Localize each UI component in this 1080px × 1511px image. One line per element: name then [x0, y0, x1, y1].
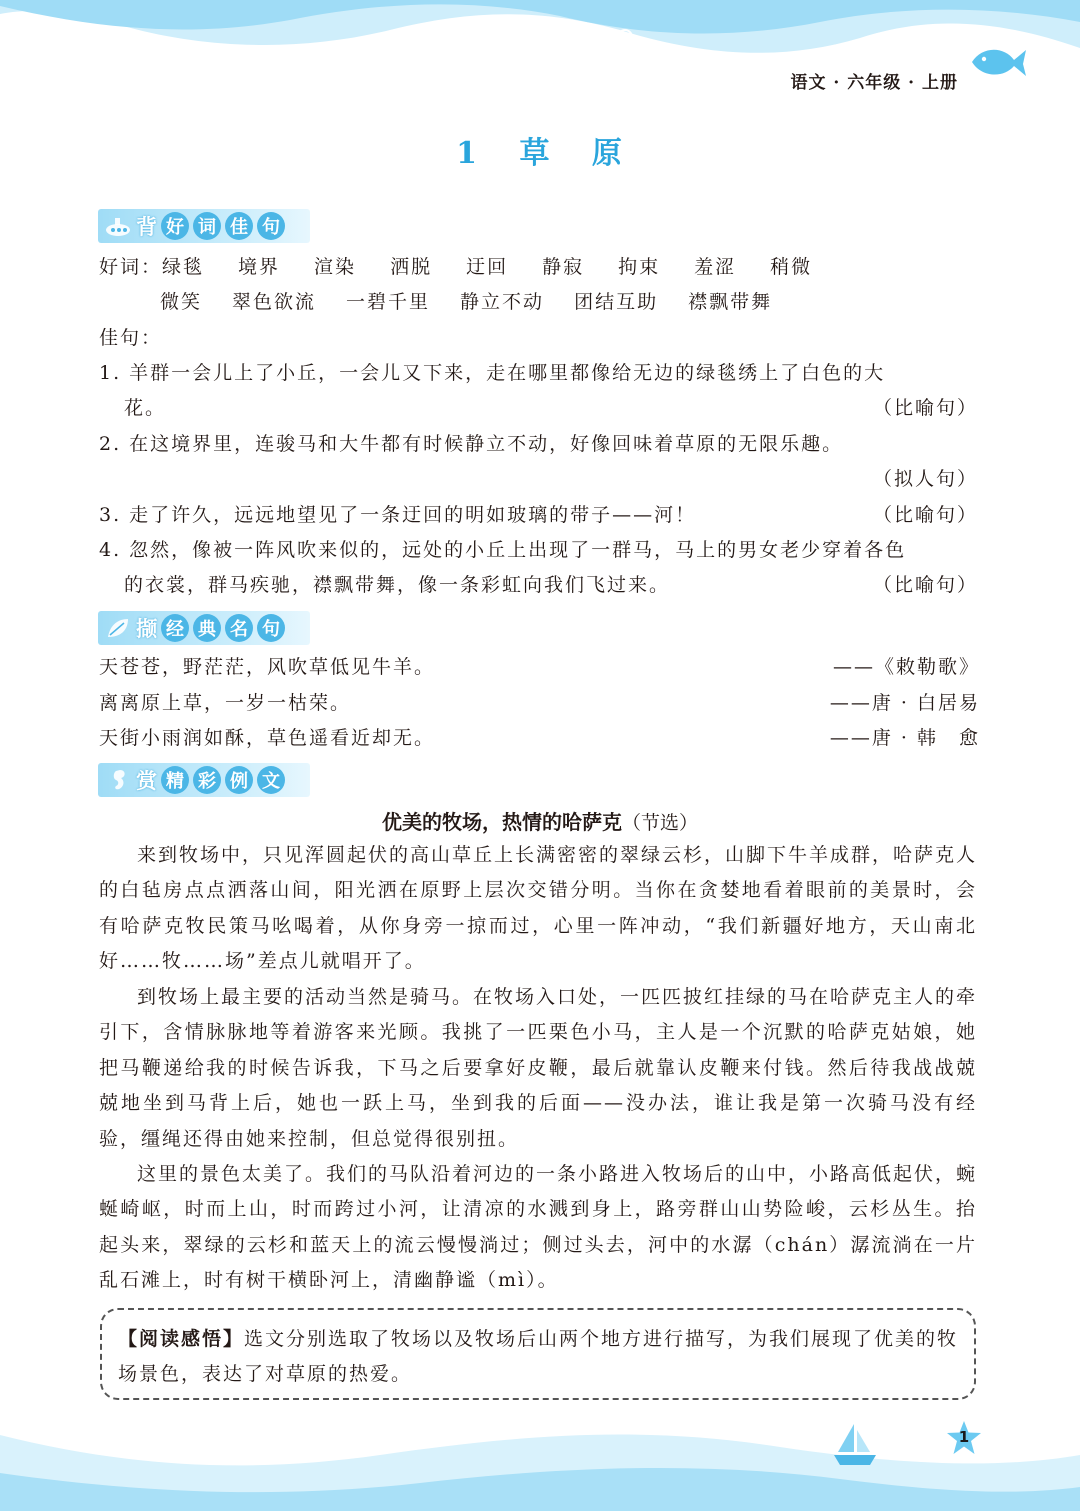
word: 微笑: [160, 291, 203, 313]
word: 静寂: [542, 256, 585, 278]
word: 绿毯: [162, 256, 205, 278]
reflection-label: 【阅读感悟】: [118, 1328, 245, 1350]
section-banner-essay: [98, 763, 310, 797]
quote-source: ——唐 · 白居易: [829, 692, 980, 714]
section-char: 句: [257, 614, 285, 642]
good-sentences-label: 佳句：: [99, 327, 163, 349]
article-paragraph-3: 这里的景色太美了。我们的马队沿着河边的一条小路进入牧场后的山中，小路高低起伏，蜿蜒崎岖，时而上山，时而跨过小河，让清凉的水溅到身上，路旁群山山势险峻，云杉丛生。抬起头来，翠绿的云杉和蓝天上的流云慢慢淌过；侧过头去，河中的水潺（chán）潺流淌在一片乱石滩上，时有树干横卧河上，清幽静谧（mì）。: [99, 1163, 978, 1292]
page-number: 1: [958, 1428, 970, 1446]
sentence-2-type: （拟人句）: [872, 468, 978, 490]
sentence-4-type: （比喻句）: [872, 574, 978, 596]
reflection-text: 选文分别选取了牧场以及牧场后山两个地方进行描写，为我们展现了优美的牧场景色，表达了对草原的热爱。: [118, 1328, 959, 1385]
section-char: 精: [161, 766, 189, 794]
article-paragraph-1: 来到牧场中，只见浑圆起伏的高山草丘上长满密密的翠绿云杉，山脚下牛羊成群，哈萨克人的白毡房点点洒落山间，阳光洒在原野上层次交错分明。当你在贪婪地看着眼前的美景时，会有哈萨克牧民策马吆喝着，从你身旁一掠而过，心里一阵冲动，“我们新疆好地方，天山南北好……牧……场”差点儿就唱开了。: [99, 844, 978, 973]
seahorse-icon: [104, 767, 132, 793]
word: 翠色欲流: [232, 291, 317, 313]
sailboat-icon: [830, 1420, 880, 1470]
section-char: 句: [257, 212, 285, 240]
word: 境界: [238, 256, 281, 278]
sentence-1-type: （比喻句）: [872, 397, 978, 419]
quote-source: ——唐 · 韩 愈: [829, 727, 980, 749]
word: 团结互助: [574, 291, 659, 313]
sentence-1-line-2: 花。: [124, 397, 167, 419]
section-char: 词: [193, 212, 221, 240]
quote-text: 离离原上草，一岁一枯荣。: [99, 692, 352, 714]
section-char: 例: [225, 766, 253, 794]
word: 一碧千里: [346, 291, 431, 313]
word: 迂回: [466, 256, 509, 278]
section-char: 经: [161, 614, 189, 642]
good-words-row-1: [99, 250, 812, 285]
fish-icon: [968, 42, 1028, 82]
section-lead-char: 背: [136, 214, 157, 239]
article-title-note: （节选）: [621, 812, 698, 834]
lesson-title: [0, 128, 1080, 172]
section-char: 文: [257, 766, 285, 794]
sentence-1-line-1: 1. 羊群一会儿上了小丘，一会儿又下来，走在哪里都像给无边的绿毯绣上了白色的大: [99, 362, 886, 384]
section-char: 佳: [225, 212, 253, 240]
section-banner-words: [98, 209, 310, 243]
sentence-3-line-1: 3. 走了许久，远远地望见了一条迂回的明如玻璃的带子——河！: [99, 504, 697, 526]
bottom-wave-decoration: [0, 1395, 1080, 1511]
word: 静立不动: [460, 291, 545, 313]
reflection-content: [118, 1322, 963, 1392]
good-words-row-2: [160, 285, 772, 320]
sentence-4-line-1: 4. 忽然，像被一阵风吹来似的，远处的小丘上出现了一群马，马上的男女老少穿着各色: [99, 539, 907, 561]
word: 渲染: [314, 256, 357, 278]
leaf-icon: [104, 615, 132, 641]
section-char: 名: [225, 614, 253, 642]
good-words-label: 好词：: [99, 256, 163, 278]
article-paragraph-2: 到牧场上最主要的活动当然是骑马。在牧场入口处，一匹匹披红挂绿的马在哈萨克主人的牵引下，含情脉脉地等着游客来光顾。我挑了一匹栗色小马，主人是一个沉默的哈萨克姑娘，她把马鞭递给我的时候告诉我，下马之后要拿好皮鞭，最后就靠认皮鞭来付钱。然后待我战战兢兢地坐到马背上后，她也一跃上马，坐到我的后面——没办法，谁让我是第一次骑马没有经验，缰绳还得由她来控制，但总觉得很别扭。: [99, 986, 978, 1150]
word: 拘束: [618, 256, 661, 278]
section-char: 彩: [193, 766, 221, 794]
lesson-title-char-2: 原: [591, 136, 624, 171]
quote-source: ——《敕勒歌》: [832, 656, 980, 678]
section-lead-char: 赏: [136, 768, 157, 793]
word: 羞涩: [694, 256, 737, 278]
section-char: 典: [193, 614, 221, 642]
lesson-title-char-1: 草: [519, 136, 552, 171]
section-lead-char: 撷: [136, 616, 157, 641]
section-banner-quotes: [98, 611, 310, 645]
lesson-number: 1: [456, 136, 479, 171]
sentence-2-line-1: 2. 在这境界里，连骏马和大牛都有时候静立不动，好像回味着草原的无限乐趣。: [99, 433, 844, 455]
quote-text: 天街小雨润如酥，草色遥看近却无。: [99, 727, 436, 749]
course-label: 语文 · 六年级 · 上册: [790, 73, 958, 93]
sentence-4-line-2: 的衣裳，群马疾驰，襟飘带舞，像一条彩虹向我们飞过来。: [124, 574, 671, 596]
section-char: 好: [161, 212, 189, 240]
article-title-text: 优美的牧场，热情的哈萨克: [381, 810, 622, 834]
word: 稍微: [770, 256, 813, 278]
word: 襟飘带舞: [688, 291, 773, 313]
quote-text: 天苍苍，野茫茫，风吹草低见牛羊。: [99, 656, 436, 678]
article-title: [0, 806, 1080, 835]
sentence-3-type: （比喻句）: [872, 504, 978, 526]
submarine-icon: [104, 213, 132, 239]
word: 洒脱: [390, 256, 433, 278]
